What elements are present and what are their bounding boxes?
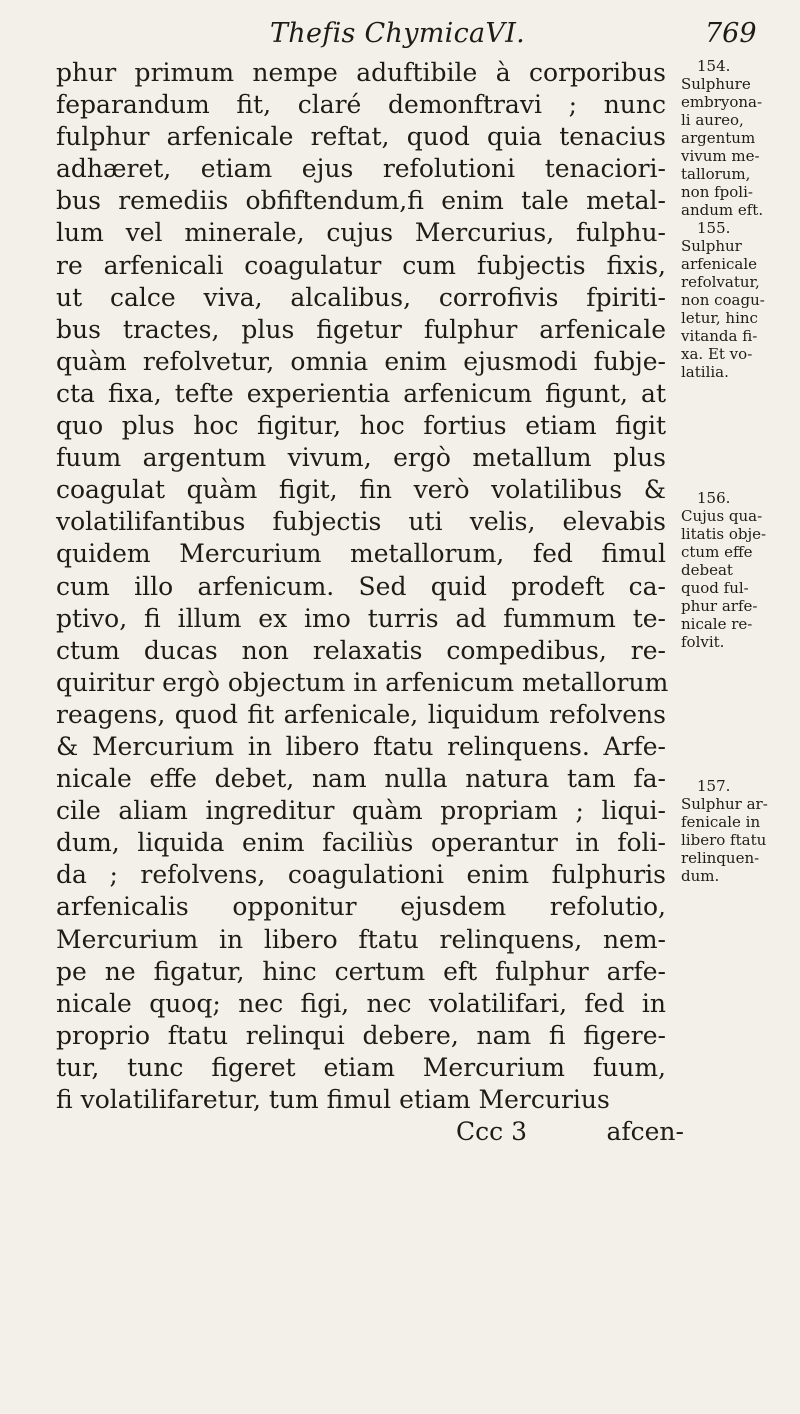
text-line: Mercurium in libero ftatu relinquens, nem-	[56, 924, 666, 954]
margin-note-line: xa. Et vo-	[681, 345, 753, 363]
text-line: dum, liquida enim faciliùs operantur in foli-	[56, 828, 666, 858]
margin-note-line: letur, hinc	[681, 309, 758, 327]
text-line: da ; refolvens, coagulationi enim fulphuris	[56, 860, 666, 890]
margin-note-line: phur arfe-	[681, 597, 758, 615]
margin-note-line: vitanda fi-	[681, 327, 758, 345]
margin-note-line: quod ful-	[681, 579, 749, 597]
running-title: Thefis ChymicaVI.	[270, 18, 526, 49]
text-line: tur, tunc figeret etiam Mercurium fuum,	[56, 1052, 666, 1082]
margin-gap	[681, 651, 799, 669]
margin-note-line: li aureo,	[681, 111, 744, 129]
text-line: pe ne figatur, hinc certum eft fulphur arfe-	[56, 956, 666, 986]
margin-note-line: fenicale in	[681, 813, 761, 831]
margin-note-line: Sulphur ar-	[681, 795, 768, 813]
margin-gap	[681, 687, 799, 705]
margin-gap	[681, 723, 799, 741]
margin-note-line: libero ftatu	[681, 831, 767, 849]
margin-note-line: tallorum,	[681, 165, 751, 183]
text-line: quàm refolvetur, omnia enim ejusmodi fubje-	[56, 346, 666, 376]
text-line: lum vel minerale, cujus Mercurius, fulphu-	[56, 218, 666, 248]
margin-note-line: ctum effe	[681, 543, 753, 561]
text-line: adhæret, etiam ejus refolutioni tenaciori-	[56, 154, 666, 184]
text-line: fi volatilifaretur, tum fimul etiam Mercurius	[56, 1085, 610, 1114]
margin-note-line: andum eft.	[681, 201, 764, 219]
text-line: quo plus hoc figitur, hoc fortius etiam figit	[56, 411, 666, 441]
text-line: & Mercurium in libero ftatu relinquens. Arfe-	[56, 731, 666, 761]
margin-note-line: non coagu-	[681, 291, 765, 309]
margin-gap	[681, 471, 799, 489]
margin-note-line: refolvatur,	[681, 273, 760, 291]
section-number: 154.	[697, 57, 731, 75]
margin-gap	[681, 435, 799, 453]
margin-note-line: Cujus qua-	[681, 507, 763, 525]
text-line: phur primum nempe aduftibile à corporibus	[56, 58, 666, 87]
text-line: nicale effe debet, nam nulla natura tam fa-	[56, 764, 666, 794]
text-line: feparandum fit, claré demonftravi ; nunc	[56, 90, 666, 120]
margin-note-line: embryona-	[681, 93, 763, 111]
margin-gap	[681, 453, 799, 471]
margin-note-line: non fpoli-	[681, 183, 753, 201]
margin-note-line: Sulphure	[681, 75, 751, 93]
margin-notes-column	[681, 57, 799, 885]
text-line: cile aliam ingreditur quàm propriam ; liqui-	[56, 796, 666, 826]
text-line: fuum argentum vivum, ergò metallum plus	[56, 443, 666, 473]
text-line: proprio ftatu relinqui debere, nam fi figere-	[56, 1020, 666, 1050]
text-line: fulphur arfenicale reftat, quod quia tenacius	[56, 122, 666, 152]
margin-note-line: litatis obje-	[681, 525, 767, 543]
margin-note-line: folvit.	[681, 633, 725, 651]
text-line: volatilifantibus fubjectis uti velis, elevabis	[56, 507, 666, 537]
signature-line: Ccc 3 afcen-	[456, 1117, 684, 1147]
text-line: quiritur ergò objectum in arfenicum metallorum	[56, 667, 669, 697]
margin-note-line: relinquen-	[681, 849, 760, 867]
margin-note-line: argentum	[681, 129, 756, 147]
section-number: 157.	[697, 777, 731, 795]
text-line: cum illo arfenicum. Sed quid prodeft ca-	[56, 571, 666, 601]
text-line: ptivo, fi illum ex imo turris ad fummum te-	[56, 603, 666, 633]
margin-gap	[681, 741, 799, 759]
section-number: 156.	[697, 489, 731, 507]
margin-gap	[681, 669, 799, 687]
text-line: cta fixa, tefte experientia arfenicum figunt, at	[56, 378, 666, 408]
margin-note-line: nicale re-	[681, 615, 753, 633]
margin-gap	[681, 381, 799, 399]
page-number: 769	[705, 18, 757, 49]
main-text-column	[56, 57, 684, 1148]
text-line: quidem Mercurium metallorum, fed fimul	[56, 539, 666, 569]
margin-gap	[681, 399, 799, 417]
text-line: reagens, quod fit arfenicale, liquidum refolvens	[56, 699, 666, 729]
text-line: nicale quoq; nec figi, nec volatilifari, fed in	[56, 988, 666, 1018]
text-line: arfenicalis opponitur ejusdem refolutio,	[56, 892, 666, 922]
text-line: ctum ducas non relaxatis compedibus, re-	[56, 635, 666, 665]
margin-note-line: dum.	[681, 867, 720, 885]
text-line: re arfenicali coagulatur cum fubjectis fixis,	[56, 250, 666, 280]
margin-gap	[681, 705, 799, 723]
text-line: bus tractes, plus figetur fulphur arfenicale	[56, 314, 666, 344]
margin-note-line: debeat	[681, 561, 733, 579]
margin-note-line: Sulphur	[681, 237, 742, 255]
margin-gap	[681, 417, 799, 435]
margin-note-line: latilia.	[681, 363, 729, 381]
text-line: ut calce viva, alcalibus, corrofivis fpiriti-	[56, 282, 666, 312]
text-line: coagulat quàm figit, fin verò volatilibus &	[56, 475, 666, 505]
margin-note-line: arfenicale	[681, 255, 758, 273]
running-header	[0, 18, 800, 58]
section-number: 155.	[697, 219, 731, 237]
margin-gap	[681, 759, 799, 777]
margin-note-line: vivum me-	[681, 147, 760, 165]
text-line: bus remediis obfiftendum,fi enim tale metal-	[56, 186, 666, 216]
